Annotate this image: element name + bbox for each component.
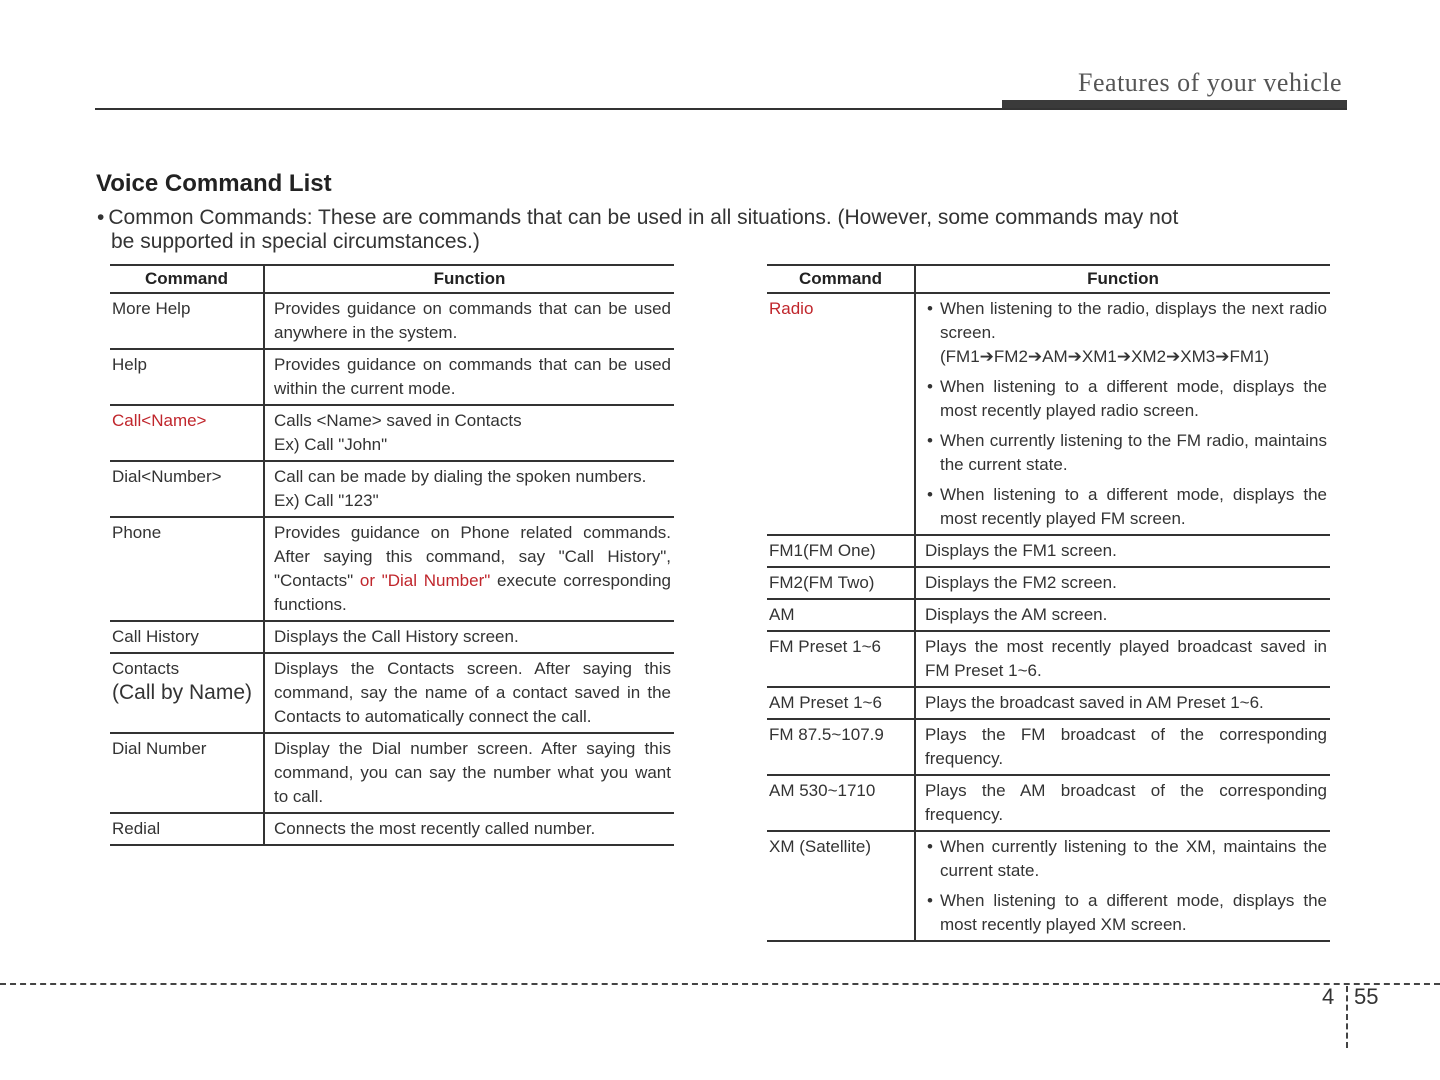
function-cell: Provides guidance on commands that can be used anywhere in the system. [264, 293, 674, 349]
header-rule [95, 108, 1347, 110]
left-command-table [110, 264, 674, 846]
function-cell: Displays the Contacts screen. After saying this command, say the name of a contact saved in the Contacts to automatically connect the call. [264, 653, 674, 733]
function-cell: Connects the most recently called number. [264, 813, 674, 845]
table-row [767, 599, 1330, 631]
function-cell: Displays the FM1 screen. [915, 535, 1330, 567]
table-header-row [110, 265, 674, 293]
function-cell: Provides guidance on commands that can be used within the current mode. [264, 349, 674, 405]
table-row [767, 775, 1330, 831]
intro-bullet: • [97, 206, 105, 229]
command-cell: More Help [110, 293, 264, 349]
table-row [110, 293, 674, 349]
function-highlight: or "Dial Number" [353, 571, 491, 590]
table-row [767, 687, 1330, 719]
function-bullet: • When currently listening to the FM radio, maintains the current state. [925, 429, 1327, 477]
table-row [110, 813, 674, 845]
function-cell: Display the Dial number screen. After saying this command, you can say the number what you want to call. [264, 733, 674, 813]
command-subtext: (Call by Name) [112, 681, 253, 704]
table-row [110, 405, 674, 461]
function-example: Ex) Call "123" [274, 491, 379, 510]
function-cell [264, 517, 674, 621]
running-header: Features of your vehicle [1078, 68, 1342, 97]
function-cell: Displays the FM2 screen. [915, 567, 1330, 599]
column-header-command: Command [110, 265, 264, 293]
function-cell: Plays the FM broadcast of the corresponding frequency. [915, 719, 1330, 775]
table-row [110, 349, 674, 405]
function-bullet-list [925, 297, 1327, 531]
function-cell [264, 461, 674, 517]
table-row [767, 631, 1330, 687]
function-bullet-list [925, 835, 1327, 937]
table-row [767, 293, 1330, 535]
page-number: 55 [1354, 984, 1379, 1009]
function-line: Calls <Name> saved in Contacts [274, 411, 522, 430]
table-row [767, 567, 1330, 599]
command-cell: XM (Satellite) [767, 831, 915, 941]
command-cell: Dial Number [110, 733, 264, 813]
table-row [767, 535, 1330, 567]
column-header-function: Function [264, 265, 674, 293]
command-cell: Call<Name> [110, 405, 264, 461]
command-cell: AM 530~1710 [767, 775, 915, 831]
column-header-command: Command [767, 265, 915, 293]
footer-dashed-rule [0, 983, 1440, 985]
command-cell: FM2(FM Two) [767, 567, 915, 599]
function-bullet: • When listening to a different mode, displays the most recently played radio screen. [925, 375, 1327, 423]
command-cell: Redial [110, 813, 264, 845]
function-bullet: • When listening to a different mode, displays the most recently played FM screen. [925, 483, 1327, 531]
function-cell: Plays the most recently played broadcast saved in FM Preset 1~6. [915, 631, 1330, 687]
function-cell: Plays the broadcast saved in AM Preset 1~6. [915, 687, 1330, 719]
intro-line-2: be supported in special circumstances.) [111, 230, 480, 253]
command-cell: FM1(FM One) [767, 535, 915, 567]
function-bullet: • When listening to the radio, displays the next radio screen. (FM1➔FM2➔AM➔XM1➔XM2➔XM3➔FM1) [925, 297, 1327, 369]
column-header-function: Function [915, 265, 1330, 293]
function-bullet: • When currently listening to the XM, maintains the current state. [925, 835, 1327, 883]
function-cell: Plays the AM broadcast of the corresponding frequency. [915, 775, 1330, 831]
chapter-number: 4 [1322, 984, 1335, 1009]
table-header-row [767, 265, 1330, 293]
table-row [767, 831, 1330, 941]
function-cell: Displays the Call History screen. [264, 621, 674, 653]
intro-text [97, 206, 1347, 254]
table-row [110, 517, 674, 621]
function-line: Call can be made by dialing the spoken numbers. [274, 467, 647, 486]
command-cell: AM Preset 1~6 [767, 687, 915, 719]
command-cell: Phone [110, 517, 264, 621]
function-example: Ex) Call "John" [274, 435, 388, 454]
function-cell: Displays the AM screen. [915, 599, 1330, 631]
function-cell [915, 293, 1330, 535]
command-cell: Dial<Number> [110, 461, 264, 517]
right-command-table [767, 264, 1330, 942]
function-cell [264, 405, 674, 461]
command-cell: Help [110, 349, 264, 405]
command-cell [110, 653, 264, 733]
command-cell: FM 87.5~107.9 [767, 719, 915, 775]
table-row [110, 653, 674, 733]
table-row [110, 621, 674, 653]
command-cell: Call History [110, 621, 264, 653]
command-cell: FM Preset 1~6 [767, 631, 915, 687]
function-text: execute corresponding functions. [274, 571, 671, 614]
table-row [767, 719, 1330, 775]
command-cell: Radio [767, 293, 915, 535]
command-text: Contacts [112, 659, 180, 678]
function-cell [915, 831, 1330, 941]
page-number-divider [1346, 986, 1348, 1048]
table-row [110, 733, 674, 813]
table-row [110, 461, 674, 517]
function-bullet: • When listening to a different mode, displays the most recently played XM screen. [925, 889, 1327, 937]
command-cell: AM [767, 599, 915, 631]
section-title: Voice Command List [96, 170, 332, 197]
intro-line-1: Common Commands: These are commands that can be used in all situations. (However, some commands may not [108, 206, 1179, 229]
function-text: Provides guidance on Phone related commands. After saying this command, say "Call History", "Contacts" [274, 523, 671, 590]
